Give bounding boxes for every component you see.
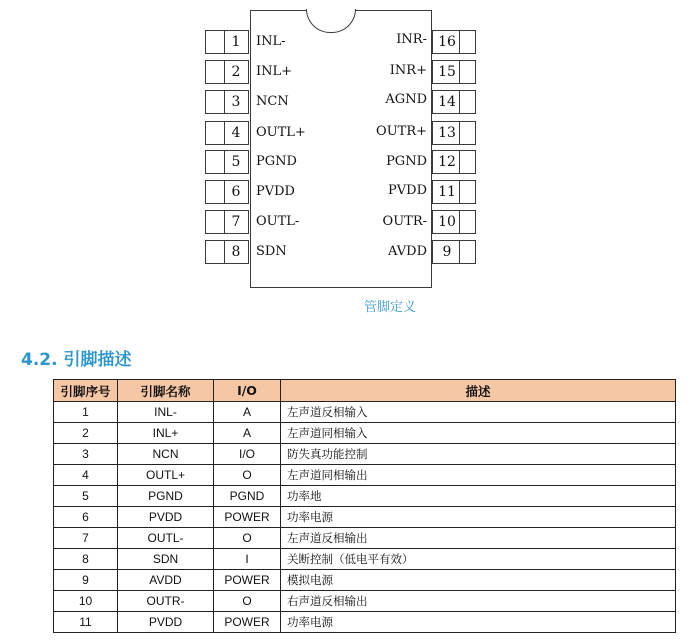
pin-name: OUTR-	[382, 214, 427, 229]
pin-number-cell: 10	[54, 591, 118, 612]
pin-name: INR-	[396, 32, 427, 47]
pin-name-cell: SDN	[118, 549, 214, 570]
pin-name-cell: AVDD	[118, 570, 214, 591]
table-row	[54, 591, 676, 612]
pin-name: SDN	[256, 244, 287, 259]
description-cell: 右声道反相输出	[281, 591, 676, 612]
pin-number-cell: 8	[54, 549, 118, 570]
pin-number: 6	[231, 184, 241, 200]
pin-name-cell: INL-	[118, 402, 214, 423]
table-row	[54, 465, 676, 486]
io-cell: POWER	[214, 507, 281, 528]
io-cell: I/O	[214, 444, 281, 465]
description-cell: 左声道反相输出	[281, 528, 676, 549]
pin-name: PGND	[386, 154, 427, 169]
diagram-caption: 管脚定义	[364, 300, 417, 315]
table-row	[54, 402, 676, 423]
pin-name: OUTL-	[256, 214, 300, 229]
io-cell: A	[214, 423, 281, 444]
pin-box-15	[432, 60, 476, 84]
pin-number: 15	[438, 64, 456, 80]
pin-name-cell: PGND	[118, 486, 214, 507]
pin-name: INR+	[389, 63, 427, 78]
io-cell: PGND	[214, 486, 281, 507]
io-cell: O	[214, 528, 281, 549]
pin-box-14	[432, 90, 476, 114]
pin-number: 4	[231, 125, 241, 141]
table-row	[54, 507, 676, 528]
pin-number-cell: 5	[54, 486, 118, 507]
pin-name-cell: OUTR-	[118, 591, 214, 612]
pin-description-table	[53, 379, 676, 633]
io-cell: O	[214, 591, 281, 612]
pin-box-16	[432, 30, 476, 54]
pin-number-cell: 9	[54, 570, 118, 591]
table-row	[54, 528, 676, 549]
pin-box-6	[205, 180, 249, 204]
column-header: 引脚序号	[54, 380, 118, 402]
io-cell: POWER	[214, 570, 281, 591]
pin-name: INL+	[256, 64, 293, 79]
pin-number: 11	[438, 184, 456, 200]
pin-name: OUTL+	[256, 125, 306, 140]
pin-number: 3	[231, 94, 241, 110]
section-heading: 4.2. 引脚描述	[21, 350, 132, 370]
pin-number: 12	[438, 154, 456, 170]
pin-name-cell: OUTL-	[118, 528, 214, 549]
pin-number: 5	[231, 154, 241, 170]
pin-name: OUTR+	[376, 124, 427, 139]
pin-name-cell: INL+	[118, 423, 214, 444]
pin-box-2	[205, 60, 249, 84]
pin-name: AVDD	[388, 244, 427, 259]
column-header: 引脚名称	[118, 380, 214, 402]
pin-name-cell: PVDD	[118, 612, 214, 633]
pin-name: INL-	[256, 34, 286, 49]
description-cell: 防失真功能控制	[281, 444, 676, 465]
pin-name-cell: NCN	[118, 444, 214, 465]
pin-name: PVDD	[256, 184, 295, 199]
pin-name-cell: OUTL+	[118, 465, 214, 486]
pin-number-cell: 7	[54, 528, 118, 549]
pin-number: 1	[231, 34, 241, 50]
table-header-row	[54, 380, 676, 402]
description-cell: 左声道同相输出	[281, 465, 676, 486]
pin-number-cell: 1	[54, 402, 118, 423]
pin-number-cell: 2	[54, 423, 118, 444]
table-row	[54, 570, 676, 591]
pin-number: 9	[442, 244, 452, 260]
description-cell: 左声道同相输入	[281, 423, 676, 444]
pin-box-4	[205, 121, 249, 145]
pin-number-cell: 4	[54, 465, 118, 486]
table-row	[54, 549, 676, 570]
pin-name: PGND	[256, 154, 297, 169]
pin-number-cell: 3	[54, 444, 118, 465]
pin-box-3	[205, 90, 249, 114]
table-row	[54, 612, 676, 633]
table-row	[54, 423, 676, 444]
column-header: 描述	[281, 380, 676, 402]
pin-number: 2	[231, 64, 241, 80]
pin-number: 16	[438, 34, 456, 50]
pin-number-cell: 11	[54, 612, 118, 633]
pin-number: 8	[231, 244, 241, 260]
pin-number: 10	[438, 214, 456, 230]
pin-name: NCN	[256, 94, 289, 109]
description-cell: 功率电源	[281, 612, 676, 633]
pin-box-5	[205, 150, 249, 174]
description-cell: 关断控制（低电平有效）	[281, 549, 676, 570]
io-cell: A	[214, 402, 281, 423]
pin-box-11	[432, 180, 476, 204]
pin-name: PVDD	[388, 183, 427, 198]
pin-number: 7	[231, 214, 241, 230]
io-cell: O	[214, 465, 281, 486]
io-cell: POWER	[214, 612, 281, 633]
pin-name-cell: PVDD	[118, 507, 214, 528]
io-cell: I	[214, 549, 281, 570]
column-header: I/O	[214, 380, 281, 402]
table-row	[54, 444, 676, 465]
pin-box-1	[205, 30, 249, 54]
pin-number: 14	[438, 94, 456, 110]
description-cell: 模拟电源	[281, 570, 676, 591]
description-cell: 功率地	[281, 486, 676, 507]
pin-box-8	[205, 240, 249, 264]
table-row	[54, 486, 676, 507]
pin-box-10	[432, 210, 476, 234]
pin-box-13	[432, 121, 476, 145]
description-cell: 功率电源	[281, 507, 676, 528]
pin-name: AGND	[385, 92, 427, 107]
pin-number-cell: 6	[54, 507, 118, 528]
pin-box-9	[432, 240, 476, 264]
pin-number: 13	[438, 125, 456, 141]
pin-box-7	[205, 210, 249, 234]
pin-box-12	[432, 150, 476, 174]
description-cell: 左声道反相输入	[281, 402, 676, 423]
